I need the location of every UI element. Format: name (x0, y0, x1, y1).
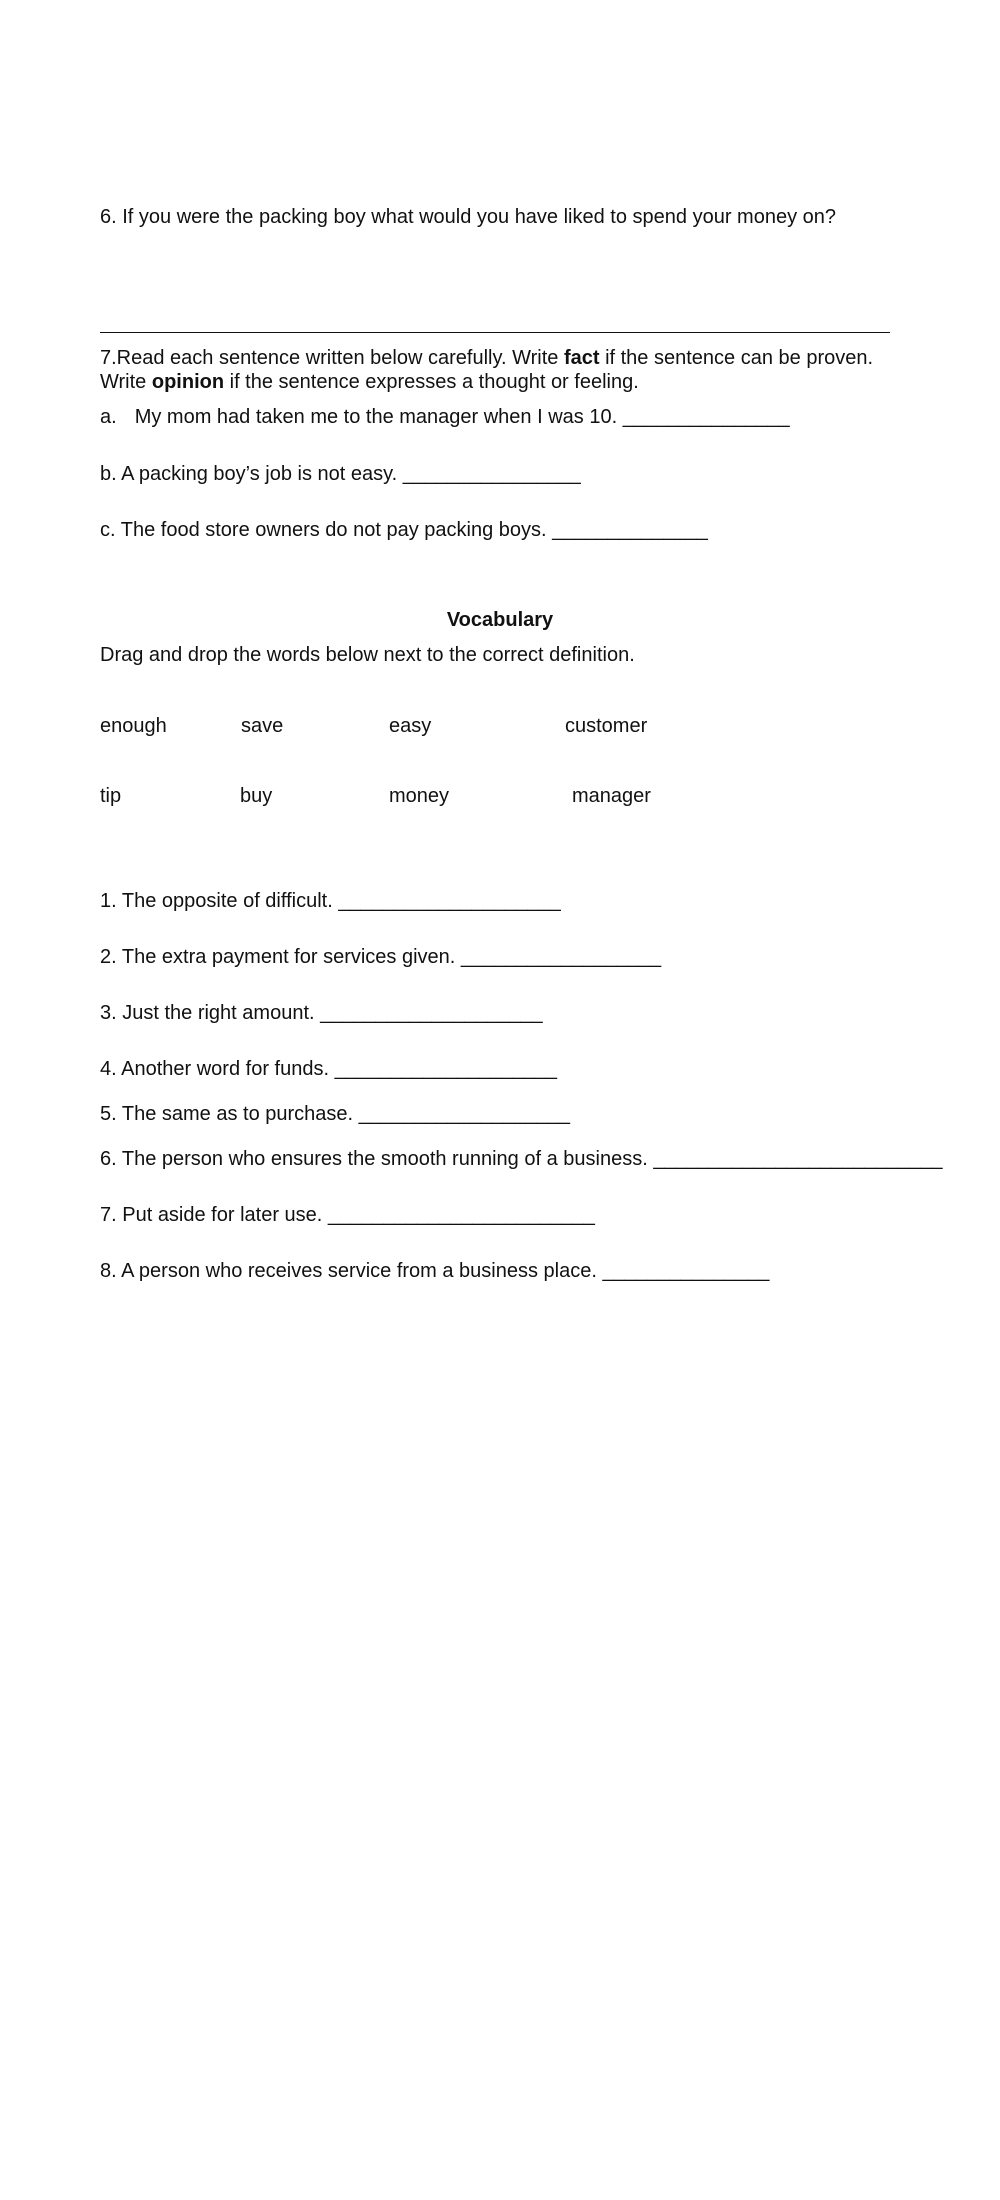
word-customer[interactable]: customer (565, 715, 648, 737)
question-6 (100, 205, 836, 229)
statement-b-text: b. A packing boy’s job is not easy. (100, 463, 398, 485)
definition-4-text: 4. Another word for funds. (100, 1058, 330, 1080)
statement-a (100, 405, 790, 429)
definition-3-text: 3. Just the right amount. (100, 1002, 315, 1024)
definition-1 (100, 889, 561, 913)
statement-b-blank[interactable]: ________________ (402, 463, 581, 485)
question-7-line-2 (100, 370, 639, 394)
fact-keyword: fact (563, 347, 600, 369)
word-easy[interactable]: easy (389, 715, 432, 737)
statement-a-text: My mom had taken me to the manager when I was 10. (134, 406, 618, 428)
definition-6-blank[interactable]: __________________________ (653, 1148, 943, 1170)
definition-6 (100, 1147, 943, 1171)
question-7-text-d: if the sentence expresses a thought or feeling. (224, 371, 639, 393)
definition-2 (100, 945, 661, 969)
definition-4 (100, 1057, 557, 1081)
question-6-text: 6. If you were the packing boy what would you have liked to spend your money on? (100, 206, 837, 228)
definition-1-blank[interactable]: ____________________ (338, 890, 561, 912)
word-buy[interactable]: buy (240, 785, 273, 807)
definition-3-blank[interactable]: ____________________ (320, 1002, 543, 1024)
statement-a-blank[interactable]: _______________ (622, 406, 790, 428)
statement-c (100, 518, 708, 542)
question-7-text-a: 7.Read each sentence written below carefully. Write (100, 347, 564, 369)
vocabulary-title: Vocabulary (446, 609, 554, 631)
answer-line[interactable] (100, 332, 890, 333)
definition-2-text: 2. The extra payment for services given. (100, 946, 456, 968)
statement-b (100, 462, 581, 486)
definition-5-blank[interactable]: ___________________ (358, 1103, 571, 1125)
definition-1-text: 1. The opposite of difficult. (100, 890, 333, 912)
definition-2-blank[interactable]: __________________ (460, 946, 662, 968)
definition-8-blank[interactable]: _______________ (602, 1260, 770, 1282)
statement-c-blank[interactable]: ______________ (552, 519, 708, 541)
definition-8-text: 8. A person who receives service from a business place. (100, 1260, 597, 1282)
word-tip[interactable]: tip (100, 785, 122, 807)
question-7-line-1 (100, 346, 873, 370)
opinion-keyword: opinion (151, 371, 225, 393)
definition-7 (100, 1203, 595, 1227)
definition-8 (100, 1259, 769, 1283)
definition-4-blank[interactable]: ____________________ (334, 1058, 558, 1080)
vocabulary-instruction: Drag and drop the words below next to the correct definition. (100, 644, 635, 666)
definition-3 (100, 1001, 543, 1025)
word-money[interactable]: money (389, 785, 450, 807)
word-save[interactable]: save (241, 715, 284, 737)
definition-6-text: 6. The person who ensures the smooth running of a business. (100, 1148, 648, 1170)
question-7-text-c: Write (100, 371, 152, 393)
definition-7-blank[interactable]: ________________________ (327, 1204, 595, 1226)
question-7-text-b: if the sentence can be proven. (599, 347, 874, 369)
definition-5-text: 5. The same as to purchase. (100, 1103, 354, 1125)
statement-c-text: c. The food store owners do not pay packing boys. (100, 519, 547, 541)
definition-7-text: 7. Put aside for later use. (100, 1204, 323, 1226)
word-manager[interactable]: manager (572, 785, 651, 807)
word-enough[interactable]: enough (100, 715, 167, 737)
definition-5 (100, 1102, 570, 1126)
statement-a-label: a. (100, 406, 117, 428)
